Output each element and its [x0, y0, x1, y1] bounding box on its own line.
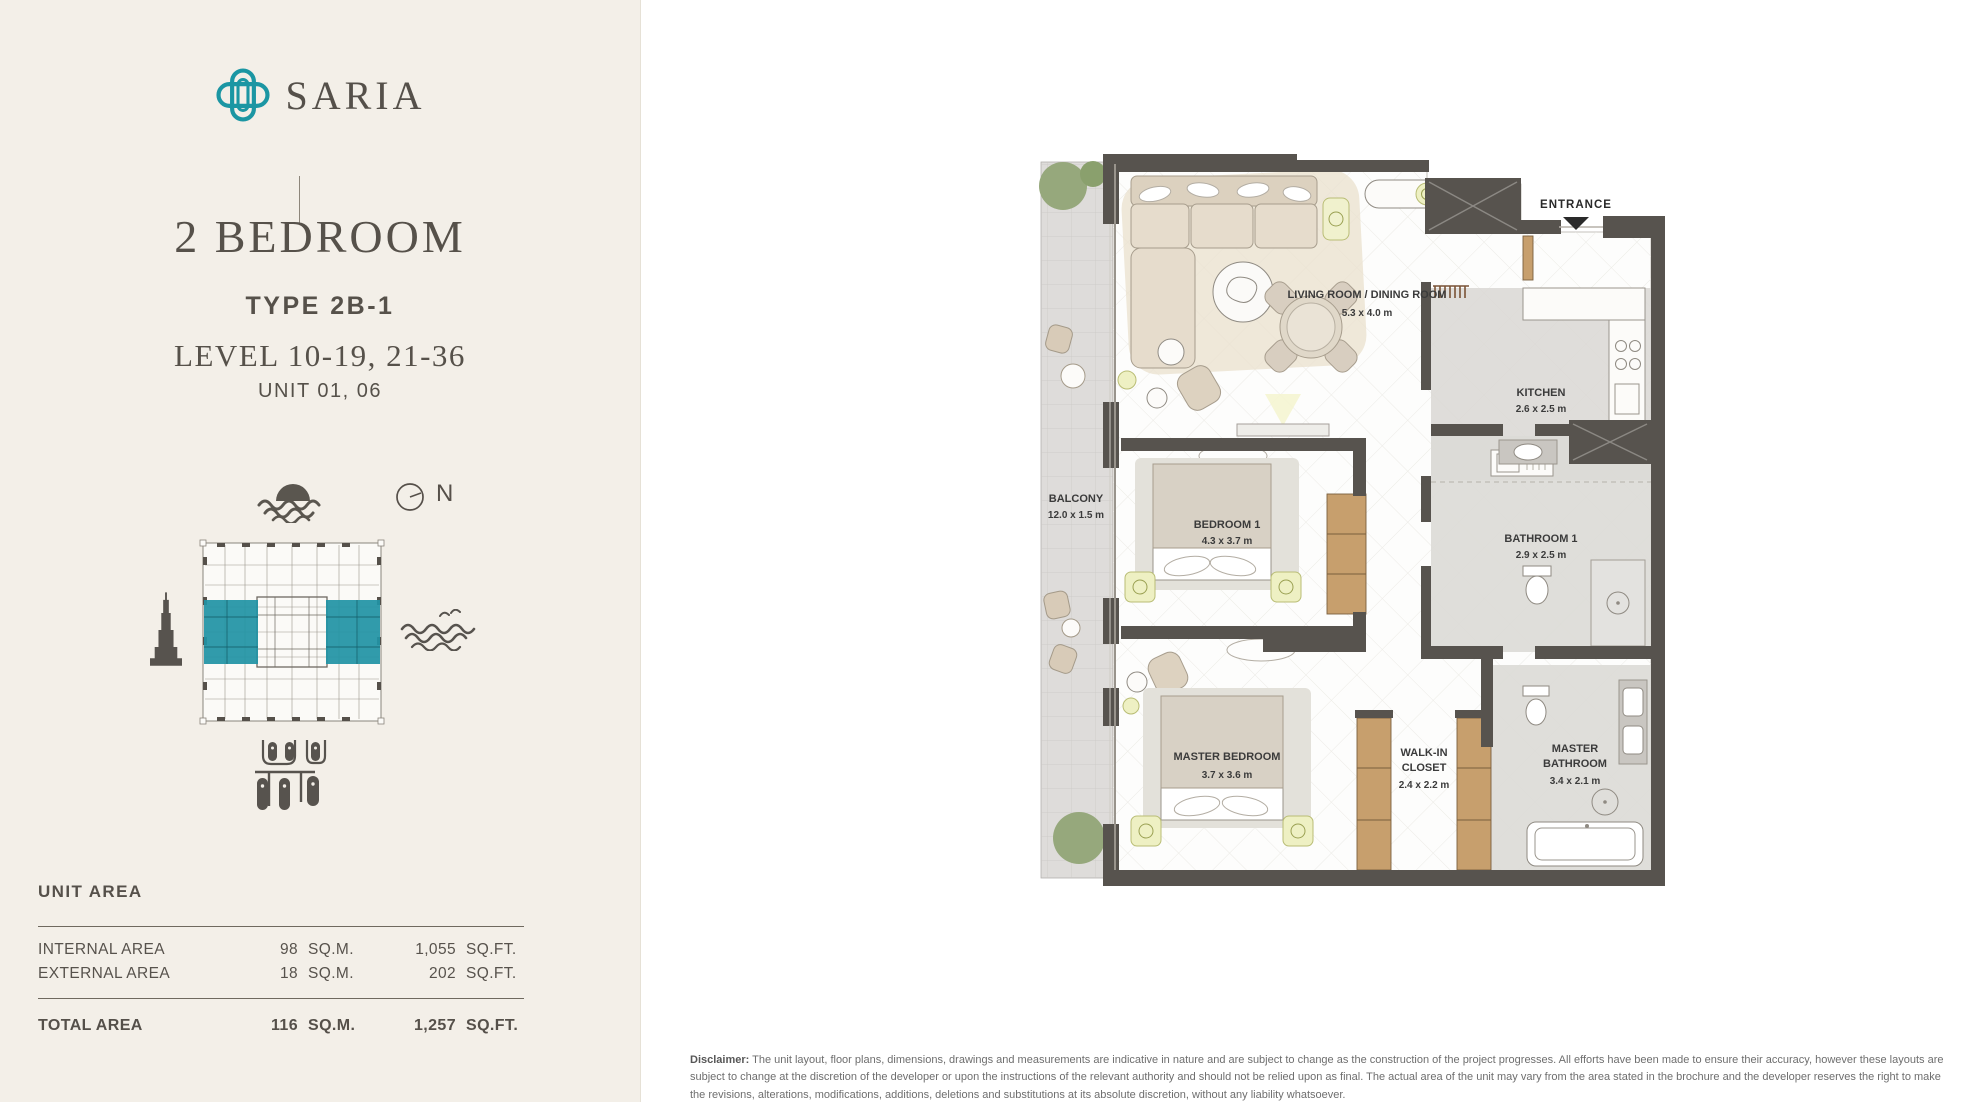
room-label-master-bedroom: MASTER BEDROOM	[1173, 751, 1281, 763]
sea-waves-birds-icon	[400, 609, 476, 651]
room-dims-master-bathroom: 3.4 x 2.1 m	[1549, 776, 1601, 787]
highlight-unit-01	[204, 600, 258, 664]
disclaimer	[690, 1052, 1952, 1104]
table-row-total-area	[38, 999, 524, 1035]
row-label: INTERNAL AREA	[38, 941, 165, 958]
brand-logo	[0, 66, 640, 124]
nightstand	[1283, 816, 1313, 846]
room-label-kitchen: KITCHEN	[1516, 387, 1566, 399]
table-row-external-area	[38, 962, 524, 986]
highlight-unit-06	[326, 600, 380, 664]
room-label-bathroom1: BATHROOM 1	[1504, 533, 1578, 545]
room-dims-kitchen: 2.6 x 2.5 m	[1515, 404, 1567, 415]
room-dims-bedroom1: 4.3 x 3.7 m	[1201, 536, 1253, 547]
room-dims-master-bedroom: 3.7 x 3.6 m	[1201, 770, 1253, 781]
room-dims-living-room: 5.3 x 4.0 m	[1341, 308, 1393, 319]
counter	[1609, 320, 1645, 426]
wardrobe-bedroom1	[1327, 494, 1366, 614]
room-dims-balcony: 12.0 x 1.5 m	[1047, 510, 1105, 521]
unit-area-heading: UNIT AREA	[38, 882, 143, 901]
disclaimer-text: The unit layout, floor plans, dimensions, drawings and measurements are indicative in nature and are subject to change as the construction of the project progresses. All efforts have been made to ensure their accuracy, however these layouts are subject to change at the discretion of the developer or upon the instructions of the relevant authority and should not be relied upon as final. The actual area of the unit may vary from the area stated in the brochure and the developer reserves the right to make the revisions, alterations, modifications, additions, deletions and substitutions at its absolute discretion, without any liability whatsoever.	[690, 1054, 1944, 1101]
tree-icon	[1080, 161, 1106, 187]
sidebar	[0, 0, 641, 1102]
compass-north-label: N	[436, 480, 454, 507]
sqft-value: 1,257	[413, 1017, 456, 1034]
sqm-unit: SQ.M.	[308, 1017, 356, 1034]
sqft-unit: SQ.FT.	[466, 941, 517, 958]
nightstand	[1271, 572, 1301, 602]
page-title: 2 BEDROOM	[174, 211, 466, 262]
toilet	[1526, 699, 1546, 725]
tree-icon	[1039, 162, 1087, 210]
sqft-value: 1,055	[415, 941, 456, 958]
sqm-unit: SQ.M.	[308, 941, 354, 958]
room-dims-bathroom1: 2.9 x 2.5 m	[1515, 550, 1567, 561]
nightstand	[1125, 572, 1155, 602]
saria-logo-icon	[214, 66, 272, 124]
sqft-unit: SQ.FT.	[466, 965, 517, 982]
accent-pad	[1323, 198, 1349, 240]
floorplate-diagram	[197, 537, 387, 727]
coffee-table	[1213, 262, 1273, 322]
brand-name: SARIA	[285, 72, 426, 118]
entrance-arrow-icon	[1563, 217, 1589, 230]
sqft-unit: SQ.FT.	[466, 1017, 519, 1034]
room-label-walkin-closet-2: CLOSET	[1401, 762, 1447, 774]
sqm-value: 98	[279, 941, 298, 958]
side-table	[1158, 339, 1184, 365]
entry-cabinet	[1523, 236, 1533, 280]
tv-console	[1237, 424, 1329, 436]
entrance-label: ENTRANCE	[1540, 199, 1612, 211]
room-label-master-bathroom-2: BATHROOM	[1543, 758, 1607, 770]
tree-icon	[1053, 812, 1105, 864]
accent-light	[1118, 371, 1136, 389]
nightstand	[1131, 816, 1161, 846]
level-info: LEVEL 10-19, 21-36	[174, 338, 466, 373]
sink	[1514, 444, 1542, 460]
unit-numbers: UNIT 01, 06	[258, 380, 382, 402]
closet-wardrobe-left	[1357, 718, 1391, 870]
counter	[1523, 288, 1645, 320]
sink	[1623, 726, 1643, 754]
sqm-value: 116	[270, 1017, 298, 1034]
unit-type: TYPE 2B-1	[245, 292, 395, 320]
room-label-balcony: BALCONY	[1048, 493, 1104, 505]
room-dims-walkin-closet: 2.4 x 2.2 m	[1398, 780, 1450, 791]
room-label-walkin-closet: WALK-IN	[1400, 747, 1448, 759]
marina-boats-icon	[255, 740, 327, 812]
floorplan	[975, 140, 1675, 900]
burj-khalifa-icon	[150, 591, 182, 669]
room-label-bedroom1: BEDROOM 1	[1193, 519, 1261, 531]
bathtub	[1527, 822, 1643, 866]
sqm-value: 18	[279, 965, 298, 982]
row-label: TOTAL AREA	[38, 1017, 143, 1034]
sink	[1623, 688, 1643, 716]
room-label-master-bathroom: MASTER	[1551, 743, 1599, 755]
unit-area-table	[38, 882, 524, 1035]
disclaimer-label: Disclaimer:	[690, 1054, 750, 1066]
sqm-unit: SQ.M.	[308, 965, 354, 982]
compass-icon	[392, 477, 462, 515]
table-row-internal-area	[38, 938, 524, 962]
sqft-value: 202	[428, 965, 456, 982]
row-label: EXTERNAL AREA	[38, 965, 171, 982]
accent-light	[1123, 698, 1139, 714]
room-label-living-room: LIVING ROOM / DINING ROOM	[1287, 289, 1447, 301]
toilet	[1526, 576, 1548, 604]
sun-over-waves-icon	[253, 477, 331, 523]
